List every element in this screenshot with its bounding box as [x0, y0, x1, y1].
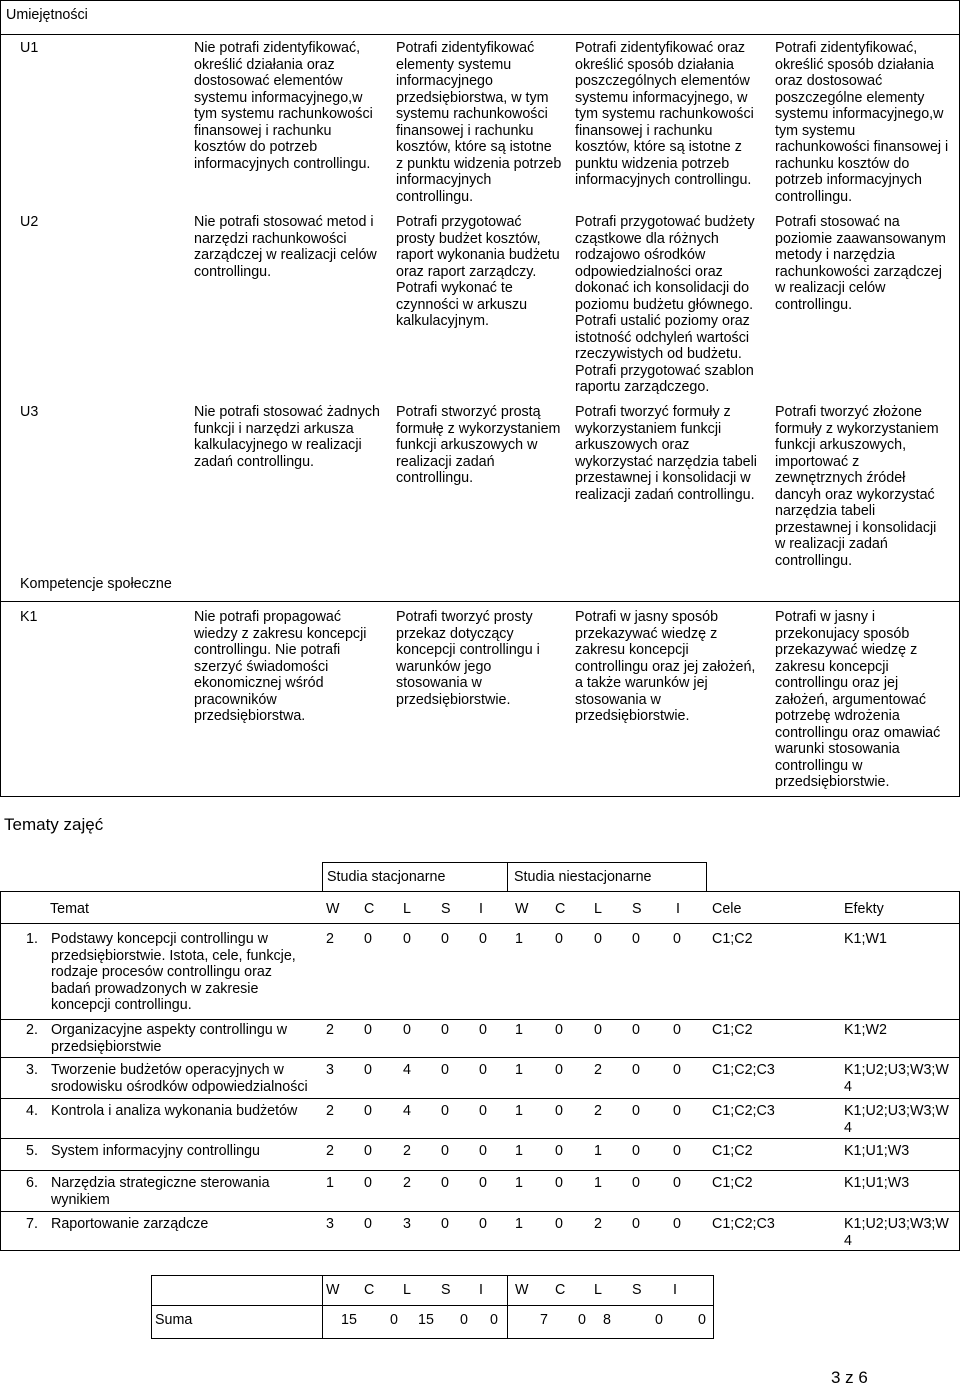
- summary-value: 0: [655, 1312, 663, 1328]
- topic-efekty: K1;U2;U3;W3;W 4: [844, 1103, 949, 1136]
- topic-hours-value: 1: [515, 931, 523, 947]
- skill-excellent-text: Potrafi tworzyć złożone formuły z wykorzystaniem funkcji arkuszowych, importować z zewnętrznych źródeł dancyh oraz wykorzystać narzędzia tabeli przestawnej i konsolidacji w realizacji zadań controllingu.: [775, 404, 939, 569]
- topic-efekty: K1;U2;U3;W3;W 4: [844, 1216, 949, 1249]
- column-header-i: I: [479, 901, 483, 917]
- topic-hours-value: 1: [515, 1062, 523, 1078]
- topic-title: Narzędzia strategiczne sterowania wynikiem: [51, 1175, 270, 1208]
- topic-hours-value: 0: [479, 1062, 487, 1078]
- topic-hours-value: 0: [441, 1103, 449, 1119]
- competence-fail-text: Nie potrafi propagować wiedzy z zakresu koncepcji controllingu. Nie potrafi szerzyć świadomości ekonomicznej wśród pracowników przedsiębiorstwa.: [194, 609, 367, 724]
- column-header-s: S: [441, 901, 451, 917]
- summary-column-header: I: [479, 1282, 483, 1298]
- topic-hours-value: 0: [441, 1143, 449, 1159]
- group-label-stacjonarne: Studia stacjonarne: [327, 869, 446, 885]
- topic-hours-value: 0: [673, 1143, 681, 1159]
- column-header-i: I: [676, 901, 680, 917]
- skill-code: U3: [20, 404, 39, 420]
- topic-hours-value: 0: [632, 1062, 640, 1078]
- topic-hours-value: 0: [555, 1062, 563, 1078]
- topic-hours-value: 1: [515, 1022, 523, 1038]
- topic-hours-value: 2: [326, 1022, 334, 1038]
- topic-hours-value: 1: [594, 1143, 602, 1159]
- summary-label: Suma: [155, 1312, 193, 1328]
- competence-code: K1: [20, 609, 38, 625]
- topic-hours-value: 0: [673, 1103, 681, 1119]
- topic-hours-value: 1: [594, 1175, 602, 1191]
- row-divider: [0, 1211, 960, 1212]
- summary-column-header: I: [673, 1282, 677, 1298]
- topic-hours-value: 0: [673, 931, 681, 947]
- topic-hours-value: 2: [403, 1143, 411, 1159]
- summary-table-border: [151, 1275, 714, 1339]
- summary-value: 0: [490, 1312, 498, 1328]
- summary-column-header: L: [594, 1282, 602, 1298]
- skill-fail-text: Nie potrafi stosować żadnych funkcji i narzędzi arkusza kalkulacyjnego w realizacji zadań controllingu.: [194, 404, 380, 470]
- column-header-c: C: [555, 901, 566, 917]
- summary-col-divider: [507, 1275, 508, 1339]
- competence-good-text: Potrafi w jasny sposób przekazywać wiedzę z zakresu koncepcji controllingu oraz jej założeń, a także warunków jej stosowania w przedsiębiorstwie.: [575, 609, 756, 724]
- column-header-w: W: [326, 901, 340, 917]
- summary-column-header: S: [632, 1282, 642, 1298]
- topic-hours-value: 0: [673, 1175, 681, 1191]
- column-header-s: S: [632, 901, 642, 917]
- row-divider: [0, 1019, 960, 1020]
- topic-hours-value: 0: [594, 931, 602, 947]
- topic-hours-value: 0: [632, 1103, 640, 1119]
- summary-column-header: S: [441, 1282, 451, 1298]
- topic-hours-value: 2: [594, 1103, 602, 1119]
- topic-hours-value: 0: [479, 1175, 487, 1191]
- table-border-top: [0, 0, 960, 1]
- column-header-c: C: [364, 901, 375, 917]
- topic-hours-value: 0: [555, 1143, 563, 1159]
- topic-hours-value: 0: [632, 1216, 640, 1232]
- skill-code: U1: [20, 40, 39, 56]
- topic-cele: C1;C2;C3: [712, 1062, 775, 1078]
- skill-fail-text: Nie potrafi stosować metod i narzędzi rachunkowości zarządczej w realizacji celów controllingu.: [194, 214, 377, 280]
- summary-value: 0: [698, 1312, 706, 1328]
- topic-number: 7.: [26, 1216, 38, 1232]
- section-header-kompetencje: Kompetencje społeczne: [20, 576, 172, 592]
- topic-hours-value: 0: [364, 1143, 372, 1159]
- topic-cele: C1;C2: [712, 1143, 753, 1159]
- topic-title: Podstawy koncepcji controllingu w przedsiębiorstwie. Istota, cele, funkcje, rodzaje procesów controllingu oraz badań prowadzonych w zakresie koncepcji controllingu.: [51, 931, 296, 1013]
- row-divider: [0, 1057, 960, 1058]
- topic-hours-value: 0: [479, 1143, 487, 1159]
- topic-hours-value: 0: [364, 1062, 372, 1078]
- page-number: 3 z 6: [831, 1368, 868, 1387]
- topic-hours-value: 2: [326, 1143, 334, 1159]
- topic-efekty: K1;U1;W3: [844, 1175, 910, 1191]
- topic-hours-value: 2: [326, 1103, 334, 1119]
- topic-hours-value: 0: [673, 1062, 681, 1078]
- topic-hours-value: 0: [364, 1022, 372, 1038]
- topic-hours-value: 1: [326, 1175, 334, 1191]
- topic-hours-value: 1: [515, 1175, 523, 1191]
- table-border-bottom: [0, 796, 960, 797]
- summary-column-header: L: [403, 1282, 411, 1298]
- topic-hours-value: 0: [441, 931, 449, 947]
- summary-value: 0: [460, 1312, 468, 1328]
- skill-good-text: Potrafi tworzyć formuły z wykorzystaniem funkcji arkuszowych oraz wykorzystać narzędzia tabeli przestawnej i konsolidacji w realizacji zadań controllingu.: [575, 404, 757, 503]
- column-header-l: L: [403, 901, 411, 917]
- topic-efekty: K1;W1: [844, 931, 887, 947]
- column-header-w: W: [515, 901, 529, 917]
- summary-value: 0: [578, 1312, 586, 1328]
- topic-hours-value: 0: [441, 1216, 449, 1232]
- skill-basic-text: Potrafi stworzyć prostą formułę z wykorzystaniem funkcji arkuszowych w realizacji zadań controllingu.: [396, 404, 561, 486]
- topic-hours-value: 0: [441, 1062, 449, 1078]
- topic-cele: C1;C2;C3: [712, 1103, 775, 1119]
- topic-hours-value: 0: [441, 1175, 449, 1191]
- section-divider: [0, 601, 960, 602]
- topic-hours-value: 2: [594, 1216, 602, 1232]
- topic-hours-value: 0: [632, 931, 640, 947]
- group-label-niestacjonarne: Studia niestacjonarne: [514, 869, 652, 885]
- section-title-tematy: Tematy zajęć: [4, 815, 104, 834]
- topic-hours-value: 0: [403, 931, 411, 947]
- topic-cele: C1;C2: [712, 931, 753, 947]
- summary-col-divider: [322, 1275, 323, 1339]
- section-header-umiejetnosci: Umiejętności: [6, 7, 88, 23]
- topic-hours-value: 0: [441, 1022, 449, 1038]
- topic-hours-value: 0: [364, 1175, 372, 1191]
- skill-code: U2: [20, 214, 39, 230]
- topic-hours-value: 0: [479, 1022, 487, 1038]
- topic-hours-value: 0: [555, 1022, 563, 1038]
- skill-good-text: Potrafi przygotować budżety cząstkowe dla różnych rodzajowo ośrodków odpowiedzialności oraz dokonać ich konsolidacji do poziomu budżetu głównego. Potrafi ustalić poziomy oraz istotność odchyleń wartości rzeczywistych od budżetu. Potrafi przygotować szablon raportu zarządczego.: [575, 214, 755, 395]
- topic-hours-value: 4: [403, 1062, 411, 1078]
- table-border-left: [0, 0, 1, 797]
- topic-number: 1.: [26, 931, 38, 947]
- summary-column-header: W: [326, 1282, 340, 1298]
- topic-hours-value: 0: [364, 931, 372, 947]
- topic-hours-value: 0: [555, 931, 563, 947]
- topic-number: 6.: [26, 1175, 38, 1191]
- topic-title: Kontrola i analiza wykonania budżetów: [51, 1103, 298, 1119]
- summary-column-header: C: [555, 1282, 566, 1298]
- topic-hours-value: 4: [403, 1103, 411, 1119]
- topic-hours-value: 2: [594, 1062, 602, 1078]
- topic-hours-value: 0: [479, 1216, 487, 1232]
- topic-hours-value: 0: [673, 1216, 681, 1232]
- topic-cele: C1;C2: [712, 1175, 753, 1191]
- topic-hours-value: 0: [479, 1103, 487, 1119]
- topic-title: Tworzenie budżetów operacyjnych w srodowisku ośrodków odpowiedzialności: [51, 1062, 308, 1095]
- topic-hours-value: 0: [632, 1022, 640, 1038]
- skill-excellent-text: Potrafi stosować na poziomie zaawansowanym metody i narzędzia rachunkowości zarządczej w realizacji celów controllingu.: [775, 214, 946, 313]
- skill-good-text: Potrafi zidentyfikować oraz określić sposób działania poszczególnych elementów systemu informacyjnego, w tym systemu rachunkowości finansowej i rachunku kosztów, które są istotne z punktu widzenia potrzeb informacyjnych controllingu.: [575, 40, 754, 188]
- summary-value: 15: [341, 1312, 357, 1328]
- topic-cele: C1;C2: [712, 1022, 753, 1038]
- summary-column-header: C: [364, 1282, 375, 1298]
- summary-header-divider: [151, 1305, 714, 1306]
- topic-hours-value: 0: [403, 1022, 411, 1038]
- topic-hours-value: 0: [555, 1103, 563, 1119]
- topic-hours-value: 0: [632, 1143, 640, 1159]
- header-divider: [0, 34, 960, 35]
- summary-column-header: W: [515, 1282, 529, 1298]
- topic-hours-value: 3: [403, 1216, 411, 1232]
- topic-hours-value: 3: [326, 1216, 334, 1232]
- topic-hours-value: 0: [594, 1022, 602, 1038]
- topic-hours-value: 1: [515, 1103, 523, 1119]
- topic-hours-value: 1: [515, 1216, 523, 1232]
- topic-hours-value: 0: [555, 1216, 563, 1232]
- skill-excellent-text: Potrafi zidentyfikować, określić sposób działania oraz dostosować poszczególne elementy systemu informacyjnego,w tym systemu rachunkowości finansowej i rachunku kosztów do potrzeb informacyjnych controllingu.: [775, 40, 949, 205]
- row-divider: [0, 1098, 960, 1099]
- row-divider: [0, 1138, 960, 1139]
- skill-basic-text: Potrafi zidentyfikować elementy systemu informacyjnego przedsiębiorstwa, w tym systemu rachunkowości finansowej i rachunku kosztów, które są istotne z punktu widzenia potrzeb informacyjnych controllingu.: [396, 40, 562, 205]
- topic-hours-value: 0: [555, 1175, 563, 1191]
- column-header-efekty: Efekty: [844, 901, 884, 917]
- topic-number: 5.: [26, 1143, 38, 1159]
- topic-title: Organizacyjne aspekty controllingu w przedsiębiorstwie: [51, 1022, 288, 1055]
- topic-hours-value: 0: [364, 1216, 372, 1232]
- summary-value: 7: [540, 1312, 548, 1328]
- topic-title: System informacyjny controllingu: [51, 1143, 260, 1159]
- summary-value: 15: [418, 1312, 434, 1328]
- topic-hours-value: 3: [326, 1062, 334, 1078]
- summary-value: 0: [390, 1312, 398, 1328]
- topic-number: 3.: [26, 1062, 38, 1078]
- row-divider: [0, 1170, 960, 1171]
- column-header-cele: Cele: [712, 901, 742, 917]
- summary-value: 8: [603, 1312, 611, 1328]
- column-header-temat: Temat: [50, 901, 89, 917]
- competence-basic-text: Potrafi tworzyć prosty przekaz dotyczący koncepcji controllingu i warunków jego stosowania w przedsiębiorstwie.: [396, 609, 540, 708]
- topic-number: 2.: [26, 1022, 38, 1038]
- topic-hours-value: 0: [632, 1175, 640, 1191]
- topic-efekty: K1;U2;U3;W3;W 4: [844, 1062, 949, 1095]
- topic-cele: C1;C2;C3: [712, 1216, 775, 1232]
- topic-number: 4.: [26, 1103, 38, 1119]
- topic-hours-value: 0: [364, 1103, 372, 1119]
- topic-efekty: K1;U1;W3: [844, 1143, 910, 1159]
- topic-hours-value: 1: [515, 1143, 523, 1159]
- column-header-l: L: [594, 901, 602, 917]
- topic-hours-value: 2: [403, 1175, 411, 1191]
- topic-hours-value: 0: [673, 1022, 681, 1038]
- topic-hours-value: 2: [326, 931, 334, 947]
- topics-header-divider: [0, 923, 960, 924]
- topic-title: Raportowanie zarządcze: [51, 1216, 209, 1232]
- topic-hours-value: 0: [479, 931, 487, 947]
- skill-basic-text: Potrafi przygotować prosty budżet kosztów, raport wykonania budżetu oraz raport zarządczy. Potrafi wykonać te czynności w arkuszu kalkulacyjnym.: [396, 214, 560, 329]
- skill-fail-text: Nie potrafi zidentyfikować, określić działania oraz dostosować elementów systemu informacyjnego,w tym systemu rachunkowości finansowej i rachunku kosztów do potrzeb informacyjnych controllingu.: [194, 40, 373, 172]
- competence-excellent-text: Potrafi w jasny i przekonujacy sposób przekazywać wiedzę z zakresu koncepcji controllingu oraz jej założeń, argumentować potrzebę wdrożenia controllingu oraz omawiać warunki stosowania controllingu w przedsiębiorstwie.: [775, 609, 941, 790]
- topic-efekty: K1;W2: [844, 1022, 887, 1038]
